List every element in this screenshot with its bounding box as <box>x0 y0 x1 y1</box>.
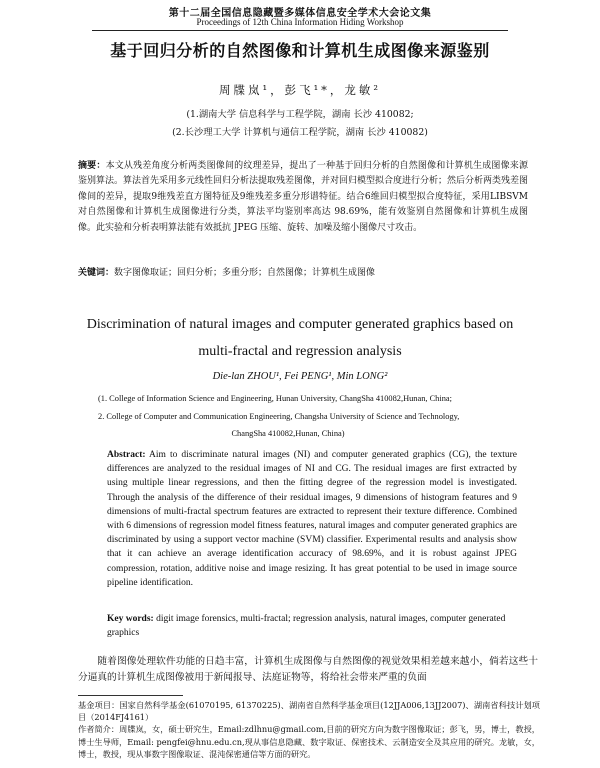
keywords-cn <box>78 265 528 278</box>
keywords-en <box>107 613 517 640</box>
abstract-cn <box>78 159 528 236</box>
footnotes <box>78 699 540 760</box>
abstract-en-label: Abstract: <box>107 450 146 460</box>
keywords-en-label: Key words: <box>107 614 154 624</box>
affiliation-cn-1: (1.湖南大学 信息科学与工程学院，湖南 长沙 410082; <box>186 109 414 120</box>
proceedings-header-cn: 第十二届全国信息隐藏暨多媒体信息安全学术大会论文集 <box>168 8 432 19</box>
footnote-fund: 基金项目：国家自然科学基金(61070195, 61370225)、湖南省自然科学基金项目(12JJA006,13JJ2007)、湖南省科技计划项目（2014FJ4161） <box>78 700 540 723</box>
affiliation-cn-2: (2.长沙理工大学 计算机与通信工程学院，湖南 长沙 410082) <box>172 127 428 138</box>
body-intro: 随着图像处理软件功能的日趋丰富，计算机生成图像与自然图像的视觉效果相差越来越小，倘若这些十分逼真的计算机生成图像被用于新闻报导、法庭证物等，将给社会带来严重的负面 <box>78 656 538 683</box>
authors-en: Die-lan ZHOU¹, Fei PENG¹, Min LONG² <box>212 371 388 382</box>
abstract-en-text: Aim to discriminate natural images (NI) and computer generated graphics (CG), the texture differences are analyzed to the residual images of NI and CG. The residual images are first extracted by using multiple linear regressions, and then the fitting degree of the regression model is investigated. Through the analysis of the difference of their residual images, 9 dimensions of histogram features and 9 dimensions of multi-fractal spectrum features are extracted to represent their texture difference. Combined with 6 dimensions of regression model fitness features, natural images and computer generated graphics are discriminated by using a support vector machine (SVM) classifier. Experimental results and analysis show that it can achieve an average identification accuracy of 98.69%, and it is robust against JPEG compression, rotation, additive noise and image resizing. It has great potential to be used in image source pipeline identification. <box>107 450 517 588</box>
keywords-cn-label: 关键词： <box>78 268 115 278</box>
authors-cn: 周牒岚¹，彭飞¹*，龙敏² <box>218 83 382 97</box>
affiliation-en-2: 2. College of Computer and Communication Engineering, Changsha University of Science and Technology, <box>98 411 460 421</box>
affiliation-en-1: (1. College of Information Science and Engineering, Hunan University, ChangSha 410082,Hunan, China; <box>98 394 452 403</box>
abstract-en <box>107 448 517 590</box>
affiliation-en-3: ChangSha 410082,Hunan, China) <box>231 429 345 438</box>
footnote-rule <box>78 695 183 696</box>
affiliation-en <box>98 390 538 443</box>
title-cn: 基于回归分析的自然图像和计算机生成图像来源鉴别 <box>110 41 490 60</box>
title-en-line2: multi-fractal and regression analysis <box>198 344 402 359</box>
abstract-cn-label: 摘要： <box>78 161 106 171</box>
keywords-en-text: digit image forensics, multi-fractal; regression analysis, natural images, computer generated graphics <box>107 614 506 638</box>
proceedings-header-en: Proceedings of 12th China Information Hiding Workshop <box>196 17 404 27</box>
abstract-cn-text: 本文从残差角度分析两类图像间的纹理差异，提出了一种基于回归分析的自然图像和计算机生成图像来源鉴别算法。算法首先采用多元线性回归分析法提取残差图像，并对回归模型拟合度进行分析；然后分析两类残差图像间的差异，提取9维残差直方图特征及9维残差多重分形谱特征。结合6维回归模型拟合度特征，采用LIBSVM对自然图像和计算机生成图像进行分类，算法平均鉴别率高达 98.69%，能有效鉴别自然图像和计算机生成图像。此实验和分析表明算法能有效抵抗 JPEG 压缩、旋转、加噪及缩小图像尺寸攻击。 <box>78 161 529 233</box>
title-en-line1: Discrimination of natural images and computer generated graphics based on <box>86 317 514 332</box>
header-rule <box>92 30 508 31</box>
keywords-cn-text: 数字图像取证；回归分析；多重分形；自然图像；计算机生成图像 <box>114 268 376 278</box>
footnote-author: 作者简介：周牒岚，女，硕士研究生，Email:zdlhnu@gmail.com,目前的研究方向为数字图像取证；彭飞，男，博士，教授，博士生导师，Email: pengfei@hnu.edu.cn,现从事信息隐藏、数字取证、保密技术、云制造安全及其应用的研究。龙敏，女，博士，教授，现从事数字图像取证、混沌保密通信等方面的研究。 <box>78 724 540 759</box>
